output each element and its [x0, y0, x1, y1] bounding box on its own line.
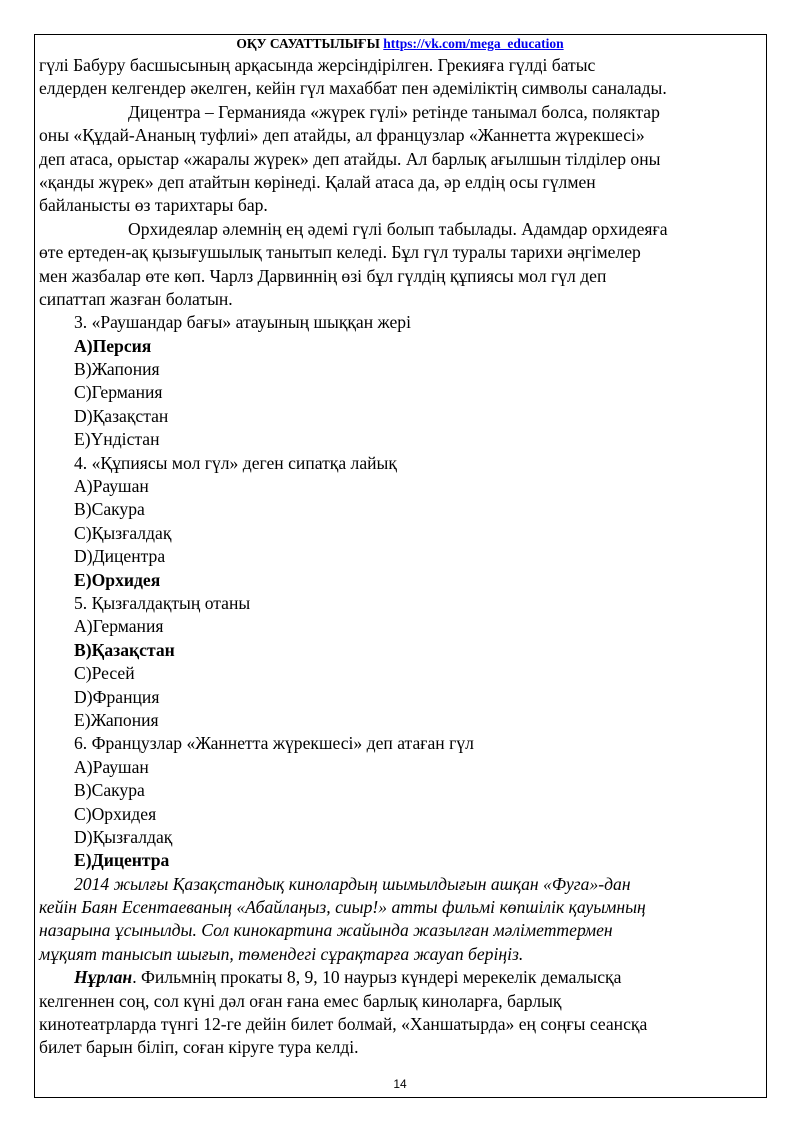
header-title: ОҚУ САУАТТЫЛЫҒЫ [236, 36, 380, 51]
text-line: сипаттап жазған болатын. [39, 288, 233, 309]
page-header [0, 36, 800, 52]
answer-option: С)Ресей [74, 663, 135, 684]
text-line: билет барын біліп, соған кіруге тура келді. [39, 1037, 359, 1058]
text-fragment: . Фильмнің прокаты 8, 9, 10 наурыз күндері мерекелік демалысқа [132, 967, 622, 988]
intro-line: кейін Баян Есентаеваның «Абайлаңыз, сиыр!» атты фильмі көпшілік қауымның [39, 897, 646, 918]
speaker-name: Нұрлан [74, 967, 133, 988]
answer-option: С)Орхидея [74, 803, 157, 824]
answer-option: В)Жапония [74, 359, 160, 380]
text-line: Дицентра – Германияда «жүрек гүлі» ретінде танымал болса, поляктар [128, 101, 660, 122]
answer-option: А)Раушан [74, 476, 149, 497]
question-text: 3. «Раушандар бағы» атауының шыққан жері [74, 312, 411, 333]
text-line: байланысты өз тарихтары бар. [39, 195, 268, 216]
answer-option: С)Қызғалдақ [74, 522, 172, 543]
answer-option: Е)Үндістан [74, 429, 160, 450]
intro-line: 2014 жылғы Қазақстандық кинолардың шымылдығын ашқан «Фуга»-дан [74, 873, 631, 894]
answer-option: D)Қызғалдақ [74, 826, 173, 847]
question-text: 6. Французлар «Жаннетта жүрекшесі» деп атаған гүл [74, 733, 474, 754]
page-number: 14 [393, 1077, 407, 1091]
answer-option: D)Дицентра [74, 546, 166, 567]
text-line: Орхидеялар әлемнің ең әдемі гүлі болып табылады. Адамдар орхидеяға [128, 218, 668, 239]
intro-line: назарына ұсынылды. Сол кинокартина жайында жазылған мәліметтермен [39, 920, 613, 941]
intro-line: мұқият танысып шығып, төмендегі сұрақтарға жауап беріңіз. [39, 943, 524, 964]
text-line: гүлі Бабуру басшысының арқасында жерсіндірілген. Грекияға гүлді батыс [39, 55, 596, 75]
answer-option: Е)Жапония [74, 709, 159, 730]
correct-answer-option: Е)Орхидея [74, 569, 161, 590]
answer-option: А)Раушан [74, 756, 149, 777]
text-line: мен жазбалар өте көп. Чарлз Дарвиннің өзі бұл гүлдің құпиясы мол гүл деп [39, 265, 607, 286]
correct-answer-option: В)Қазақстан [74, 639, 175, 660]
document-body [39, 54, 764, 1060]
answer-option: А)Германия [74, 616, 164, 637]
answer-option: D)Қазақстан [74, 405, 169, 426]
answer-option: С)Германия [74, 382, 163, 403]
answer-option: В)Сакура [74, 499, 145, 520]
header-link[interactable]: https://vk.com/mega_education [383, 36, 564, 51]
answer-option: D)Франция [74, 686, 160, 707]
text-line [39, 966, 764, 989]
text-line: кинотеатрларда түнгі 12-ге дейін билет болмай, «Ханшатырда» ең соңғы сеансқа [39, 1014, 648, 1035]
text-line: өте ертеден-ақ қызығушылық танытып келеді. Бұл гүл туралы тарихи әңгімелер [39, 242, 641, 263]
text-line: оны «Құдай-Ананың туфлиі» деп атайды, ал французлар «Жаннетта жүрекшесі» [39, 125, 645, 146]
text-line: елдерден келгендер әкелген, кейін гүл махаббат пен әдеміліктің символы саналады. [39, 78, 667, 99]
text-line: деп атаса, орыстар «жаралы жүрек» деп атайды. Ал барлық ағылшын тілділер оны [39, 148, 661, 169]
correct-answer-option: Е)Дицентра [74, 850, 170, 871]
question-text: 5. Қызғалдақтың отаны [74, 592, 251, 613]
question-text: 4. «Құпиясы мол гүл» деген сипатқа лайық [74, 452, 397, 473]
answer-option: В)Сакура [74, 780, 145, 801]
text-line: келгеннен соң, сол күні дәл оған ғана емес барлық киноларға, барлық [39, 990, 562, 1011]
correct-answer-option: А)Персия [74, 335, 152, 356]
text-line: «қанды жүрек» деп атайтын көрінеді. Қалай атаса да, әр елдің осы гүлмен [39, 171, 596, 192]
